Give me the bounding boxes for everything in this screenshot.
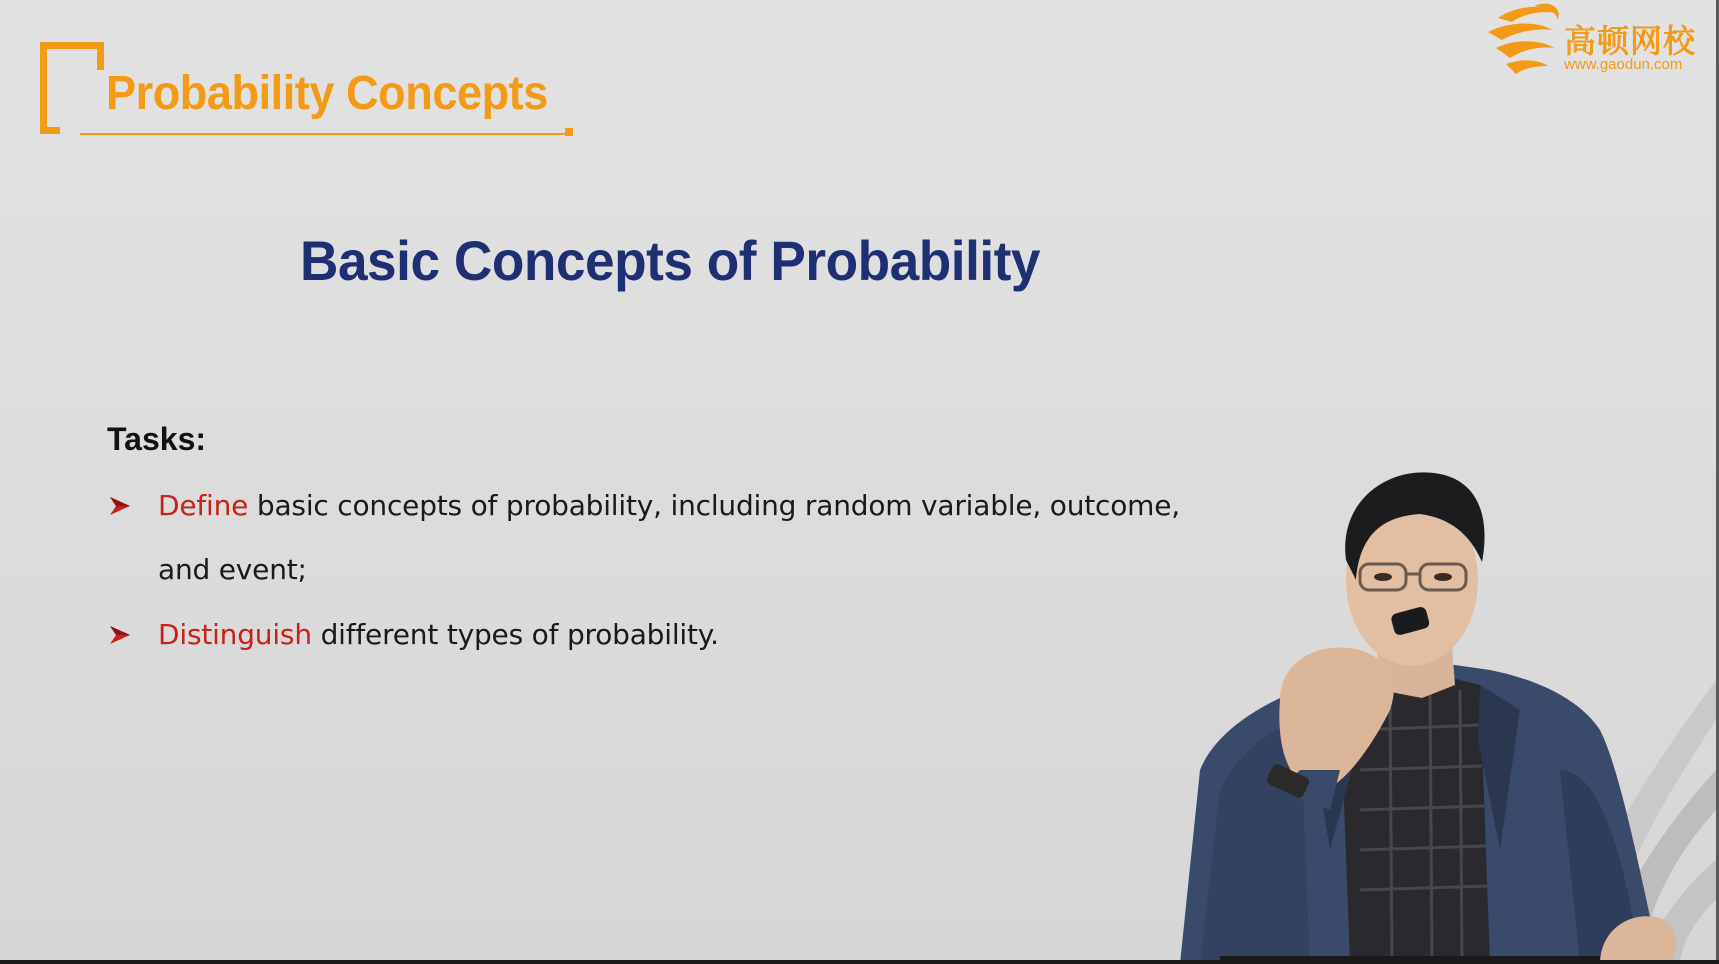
frame-edge-bottom — [0, 960, 1719, 964]
logo-url: www.gaodun.com — [1564, 56, 1683, 73]
section-title: Probability Concepts — [106, 67, 548, 120]
header-underline-dot — [565, 128, 573, 136]
presenter-video — [1160, 470, 1719, 964]
header-bracket-hook — [97, 42, 104, 70]
header-bracket-foot — [40, 127, 60, 134]
tasks-heading: Tasks: — [107, 421, 207, 457]
bullet-arrow-icon — [108, 624, 132, 646]
gaodun-logo — [1478, 0, 1714, 80]
slide-title: Basic Concepts of Probability — [300, 229, 1041, 292]
task-verb: Distinguish — [158, 618, 312, 651]
logo-name: 高顿网校 — [1564, 22, 1697, 60]
header-bracket-top — [40, 42, 104, 49]
task-text: different types of probability. — [311, 618, 719, 651]
header-underline — [80, 133, 570, 135]
task-item-1-line-2: and event; — [158, 553, 307, 586]
task-item-1-line-1 — [158, 489, 1180, 522]
task-verb: Define — [158, 489, 249, 522]
header-bracket — [40, 42, 47, 134]
task-item-2 — [158, 618, 719, 651]
gaodun-logo-icon — [1478, 0, 1568, 80]
bullet-arrow-icon — [108, 495, 132, 517]
task-text: basic concepts of probability, including random variable, outcome, — [248, 489, 1180, 522]
